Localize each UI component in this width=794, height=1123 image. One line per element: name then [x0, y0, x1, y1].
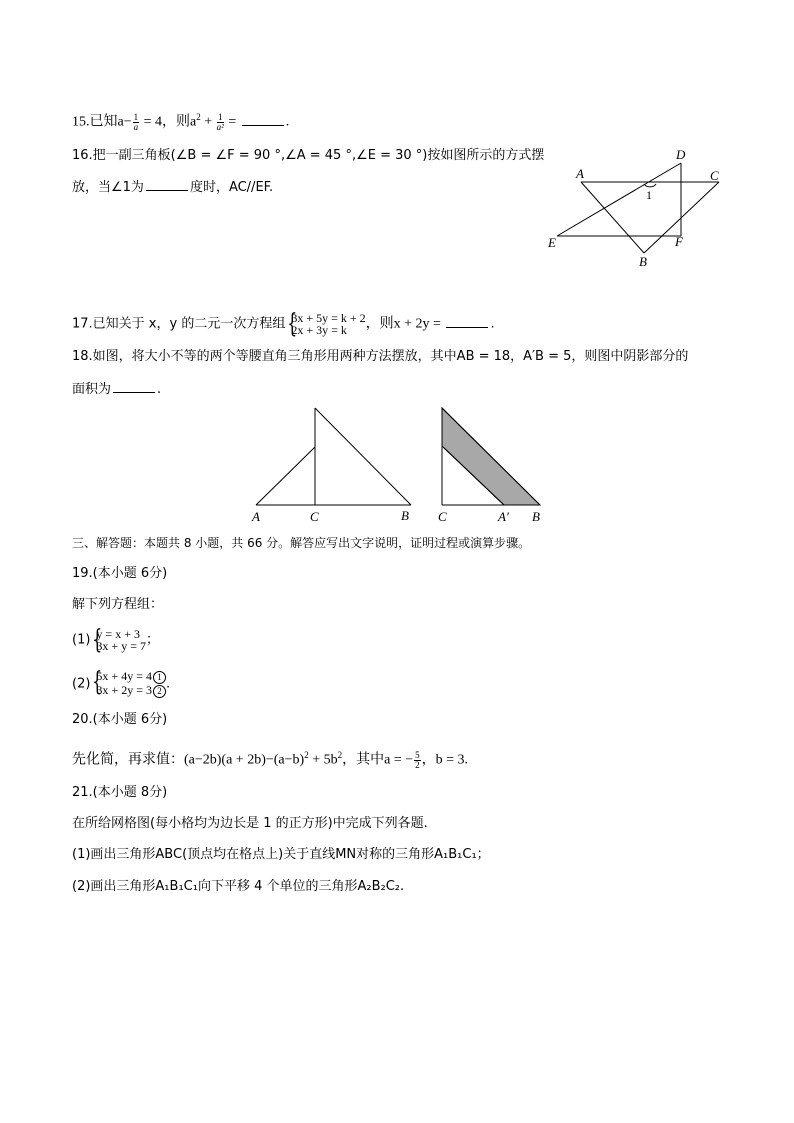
q16-text-a: 放，当∠1为: [72, 180, 144, 195]
left-small-hyp: [256, 447, 315, 505]
q15-text-b: = 4，则a: [140, 114, 197, 130]
segment-ab: [581, 182, 644, 253]
question-19-part-1: [72, 625, 159, 655]
brace-icon: {: [92, 625, 103, 655]
question-21-part-1: (1)画出三角形ABC(顶点均在格点上)关于直线MN对称的三角形A₁B₁C₁；: [72, 847, 490, 862]
label-b: B: [401, 508, 409, 523]
equation-row-2: [96, 684, 166, 698]
question-17: [72, 309, 495, 339]
equation-system-19-1: [90, 625, 146, 655]
label-c: C: [710, 168, 719, 183]
q20-text-c: ，其中a = −: [342, 752, 414, 768]
label-a: A: [576, 166, 584, 181]
q20-text-a: 先化简，再求值：(a−2b)(a + 2b)−(a−b): [72, 752, 305, 768]
question-18-line2: [72, 380, 161, 399]
question-16-line1: 16.把一副三角板(∠B = ∠F = 90 °,∠A = 45 °,∠E = 30 °)按如图所示的方式摆: [72, 148, 545, 163]
exponent: 2: [196, 112, 201, 122]
q17-text-b: ，则x + 2y =: [365, 316, 445, 332]
equation-row-2: 2x + 3y = k: [291, 323, 347, 337]
label-e: E: [548, 235, 556, 250]
q17-text-a: 17.已知关于 x，y 的二元一次方程组: [72, 316, 286, 332]
q17-end: .: [490, 316, 495, 332]
exponent: 2: [337, 750, 343, 760]
question-18-line1: 18.如图，将大小不等的两个等腰直角三角形用两种方法摆放，其中AB = 18，A′B = 5，则图中阴影部分的: [72, 349, 689, 364]
brace-icon: {: [92, 667, 103, 697]
question-21-intro: 在所给网格图(每小格均为边长是 1 的正方形)中完成下列各题.: [72, 816, 428, 831]
fraction-5-over-2: [414, 751, 421, 770]
figure-16: [540, 146, 730, 271]
figure-18: [248, 402, 558, 527]
question-20-text: [72, 746, 468, 770]
equation-row-1: [96, 670, 166, 684]
fraction-1-over-a: [133, 113, 140, 132]
label-d: D: [676, 147, 686, 162]
label-angle-1: 1: [646, 188, 652, 202]
part-label: (1): [72, 632, 91, 648]
answer-blank-15: [242, 113, 284, 126]
question-21-title: 21.(本小题 8分): [72, 785, 168, 800]
part-end: ；: [145, 632, 159, 648]
q15-plus: +: [200, 114, 216, 130]
q20-text-b: + 5b: [308, 752, 338, 768]
label-b: B: [639, 254, 647, 269]
circled-number-1: 1: [153, 671, 166, 684]
fraction-numerator: 1: [217, 111, 223, 122]
equation-text: 5x + 4y = 4: [96, 669, 152, 683]
fraction-numerator: 5: [415, 749, 420, 760]
question-19-intro: 解下列方程组：: [72, 597, 164, 612]
fraction-numerator: 1: [133, 111, 139, 122]
part-end: .: [165, 676, 171, 692]
question-19-title: 19.(本小题 6分): [72, 566, 168, 581]
left-big-hyp: [315, 408, 411, 505]
answer-blank-16: [146, 178, 188, 191]
label-a: A: [252, 509, 260, 524]
label-f: F: [675, 234, 683, 249]
question-19-part-2: [72, 667, 171, 698]
q15-text-a: 15.已知a−: [72, 114, 132, 130]
equation-text: 3x + 2y = 3: [96, 683, 152, 697]
q18-text-a: 面积为: [72, 382, 112, 397]
angle-1-arc: [644, 184, 656, 187]
part-label: (2): [72, 676, 91, 692]
label-c2: C: [438, 509, 447, 524]
question-15: [72, 108, 289, 132]
label-b2: B: [532, 509, 540, 524]
circled-number-2: 2: [153, 685, 166, 698]
q15-end: .: [285, 114, 290, 130]
fraction-denominator: 2: [415, 759, 420, 770]
exponent: 2: [304, 750, 309, 760]
fraction-denominator: a: [133, 121, 139, 132]
answer-blank-17: [446, 315, 488, 328]
question-21-part-2: (2)画出三角形A₁B₁C₁向下平移 4 个单位的三角形A₂B₂C₂.: [72, 879, 405, 894]
equation-row-1: y = x + 3: [96, 627, 140, 641]
label-c: C: [310, 509, 319, 524]
label-a-prime: A′: [498, 509, 509, 524]
brace-icon: {: [287, 309, 298, 339]
fraction-1-over-a2: [217, 113, 224, 132]
question-16-line2: [72, 178, 273, 197]
equation-system-19-2: [90, 667, 166, 698]
equation-row-2: 3x + y = 7: [96, 639, 146, 653]
q16-text-b: 度时，AC//EF.: [189, 180, 274, 195]
answer-blank-18: [113, 380, 155, 393]
q20-text-d: ，b = 3.: [421, 752, 469, 768]
fraction-denominator: a²: [216, 121, 224, 132]
equation-row-1: 3x + 5y = k + 2: [291, 311, 366, 325]
equation-system-17: [285, 309, 366, 339]
question-20-title: 20.(本小题 6分): [72, 712, 168, 727]
q18-text-b: .: [157, 382, 162, 397]
q15-eq: =: [224, 114, 240, 130]
section-3-heading: 三、解答题：本题共 8 小题，共 66 分。解答应写出文字说明，证明过程或演算步骤。: [72, 536, 531, 550]
